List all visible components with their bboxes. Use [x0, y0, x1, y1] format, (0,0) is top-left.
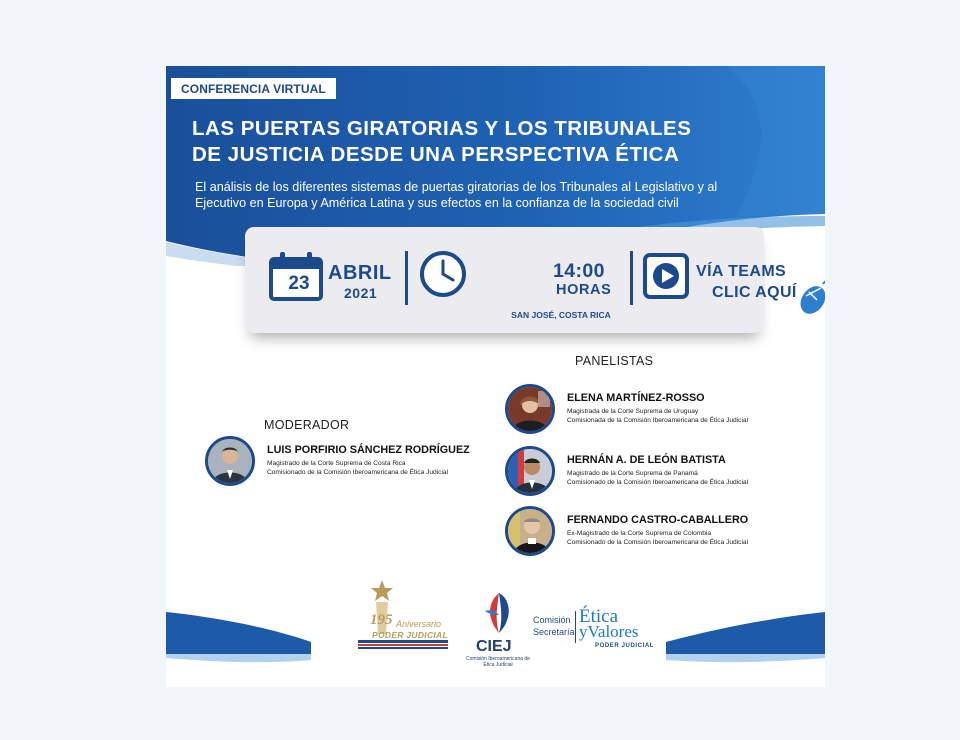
ciej-label: CIEJ: [476, 638, 512, 655]
avatar: [205, 436, 255, 486]
moderator-commission: Comisionado de la Comisión Iberoamericana de Ética Judicial: [267, 469, 449, 476]
divider: [405, 251, 408, 305]
panelist-commission: Comisionado de la Comisión Iberoamericana de Ética Judicial: [567, 479, 749, 486]
panelist-name: FERNANDO CASTRO-CABALLERO: [567, 514, 749, 526]
mouse-icon[interactable]: [797, 278, 825, 318]
poder-judicial-label: PODER JUDICIAL: [595, 643, 655, 649]
moderator-role: Magistrado de la Corte Suprema de Costa Rica: [267, 460, 406, 467]
panelist-commission: Comisionado de la Comisión Iberoamericana de Ética Judicial: [567, 539, 749, 546]
moderator-heading: MODERADOR: [264, 418, 350, 432]
panelist-card: [505, 384, 805, 436]
event-day: 23: [288, 273, 310, 294]
anniversary-org: PODER JUDICIAL: [372, 630, 448, 640]
anniversary-number: 195: [370, 612, 393, 628]
join-link[interactable]: CLIC AQUÍ: [712, 284, 797, 301]
title-line-2: DE JUSTICIA DESDE UNA PERSPECTIVA ÉTICA: [192, 143, 680, 166]
etica-label: Ética: [579, 606, 619, 627]
clock-icon: [419, 250, 467, 298]
event-year: 2021: [344, 285, 378, 301]
title-line-1: LAS PUERTAS GIRATORIAS Y LOS TRIBUNALES: [192, 117, 692, 140]
ciej-logo: [481, 589, 517, 635]
panelist-commission: Comisionada de la Comisión Iberoamericana de Ética Judicial: [567, 417, 749, 424]
event-time: 14:00: [553, 260, 605, 282]
divider: [575, 611, 576, 643]
platform-label[interactable]: VÍA TEAMS: [696, 263, 787, 280]
panelist-role: Magistrada de la Corte Suprema de Uruguay: [567, 408, 699, 415]
panelist-name: HERNÁN A. DE LEÓN BATISTA: [567, 454, 726, 466]
moderator-card: [205, 436, 505, 488]
subtitle-line-1: El análisis de los diferentes sistemas de puertas giratorias de los Tribunales al Legislativo y al: [195, 180, 718, 194]
panelist-role: Magistrado de la Corte Suprema de Panamá: [567, 470, 698, 477]
valores-label: yValores: [579, 622, 639, 641]
moderator-name: LUIS PORFIRIO SÁNCHEZ RODRÍGUEZ: [267, 444, 470, 456]
avatar: [505, 446, 555, 496]
event-type-tag: CONFERENCIA VIRTUAL: [171, 78, 336, 99]
event-location: SAN JOSÉ, COSTA RICA: [511, 310, 611, 320]
panelist-role: Ex-Magistrado de la Corte Suprema de Colombia: [567, 530, 712, 537]
avatar: [505, 506, 555, 556]
divider: [630, 251, 633, 305]
event-title: [192, 116, 792, 168]
event-poster: [166, 66, 825, 687]
event-subtitle: [195, 179, 805, 211]
panelist-card: [505, 506, 805, 558]
panelist-name: ELENA MARTÍNEZ-ROSSO: [567, 392, 705, 404]
event-hours-label: HORAS: [556, 282, 612, 298]
ciej-subtitle: Comisión Iberoamericana de Ética Judicial: [466, 656, 530, 668]
avatar: [505, 384, 555, 434]
play-icon[interactable]: [643, 253, 689, 299]
comision-label: Comisión: [533, 615, 571, 625]
secretaria-label: Secretaría: [533, 627, 575, 637]
anniversary-logo: [338, 578, 458, 658]
panelist-card: [505, 446, 805, 498]
event-info-bar: [245, 227, 797, 333]
subtitle-line-2: Ejecutivo en Europa y América Latina y sus efectos en la confianza de la sociedad civil: [195, 196, 679, 210]
event-month: ABRIL: [328, 262, 392, 284]
anniversary-word: Aniversario: [396, 619, 442, 629]
panelists-heading: PANELISTAS: [575, 354, 654, 368]
